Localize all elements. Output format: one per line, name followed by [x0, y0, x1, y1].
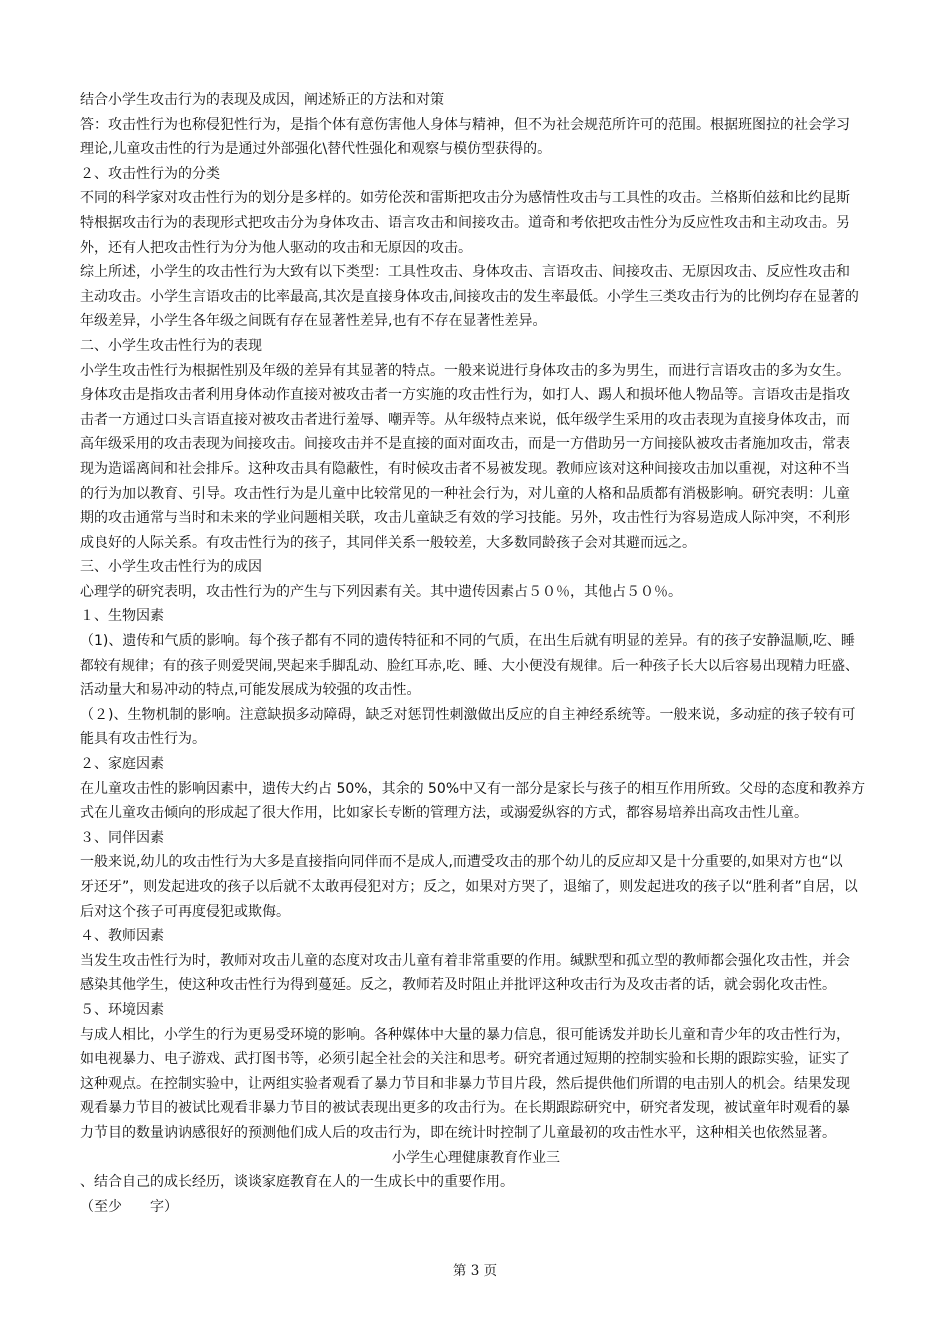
text-line: 理论,儿童攻击性的行为是通过外部强化\替代性强化和观察与模仿型获得的。 [80, 141, 552, 158]
assignment-title: 小学生心理健康教育作业三 [392, 1149, 560, 1166]
text-line: 都较有规律；有的孩子则爱哭闹,哭起来手脚乱动、脸红耳赤,吃、睡、大小便没有规律。后一种孩子长大以后容易出现精力旺盛、 [80, 657, 859, 674]
text-line: 不同的科学家对攻击性行为的划分是多样的。如劳伦茨和雷斯把攻击分为感情性攻击与工具性的攻击。兰格斯伯兹和比约昆斯 [80, 190, 850, 207]
text-line: 答：攻击性行为也称侵犯性行为，是指个体有意伤害他人身体与精神，但不为社会规范所许可的范围。根据班图拉的社会学习 [80, 116, 850, 133]
text-line: 一般来说,幼儿的攻击性行为大多是直接指向同伴而不是成人,而遭受攻击的那个幼儿的反应却又是十分重要的,如果对方也“以 [80, 854, 843, 871]
text-line: 牙还牙”，则发起进攻的孩子以后就不太敢再侵犯对方；反之，如果对方哭了，退缩了，则发起进攻的孩子以“胜利者”自居，以 [80, 879, 858, 895]
text-line: 现为造谣离间和社会排斥。这种攻击具有隐蔽性，有时候攻击者不易被发现。教师应该对这种间接攻击加以重视，对这种不当 [80, 460, 850, 477]
text-line: 这种观点。在控制实验中，让两组实验者观看了暴力节目和非暴力节目片段，然后提供他们所谓的电击别人的机会。结果发现 [80, 1075, 850, 1092]
text-line: 在儿童攻击性的影响因素中，遗传大约占 50%，其余的 50%中又有一部分是家长与孩子的相互作用所致。父母的态度和教养方 [80, 780, 866, 797]
text-line: 感染其他学生，使这种攻击性行为得到蔓延。反之，教师若及时阻止并批评这种攻击行为及攻击者的话，就会弱化攻击性。 [80, 977, 836, 994]
text-line: ２、攻击性行为的分类 [80, 165, 220, 182]
text-line: 心理学的研究表明，攻击性行为的产生与下列因素有关。其中遗传因素占５０％，其他占５０％。 [80, 583, 682, 600]
text-line: 期的攻击通常与当时和未来的学业问题相关联，攻击儿童缺乏有效的学习技能。另外，攻击性行为容易造成人际冲突，不利形 [80, 510, 850, 527]
text-line: 综上所述，小学生的攻击性行为大致有以下类型：工具性攻击、身体攻击、言语攻击、间接攻击、无原因攻击、反应性攻击和 [80, 264, 850, 281]
text-line: （1)、遗传和气质的影响。每个孩子都有不同的遗传特征和不同的气质，在出生后就有明显的差异。有的孩子安静温顺,吃、睡 [80, 633, 855, 650]
text-line: 击者一方通过口头言语直接对被攻击者进行羞辱、嘲弄等。从年级特点来说，低年级学生采用的攻击表现为直接身体攻击，而 [80, 411, 850, 428]
text-line: 外，还有人把攻击性行为分为他人驱动的攻击和无原因的攻击。 [80, 239, 472, 256]
text-line: 三、小学生攻击性行为的成因 [80, 559, 262, 576]
text-line: 活动量大和易冲动的特点,可能发展成为较强的攻击性。 [80, 682, 421, 699]
text-line: 观看暴力节目的被试比观看非暴力节目的被试表现出更多的攻击行为。在长期跟踪研究中，研究者发现，被试童年时观看的暴 [80, 1100, 850, 1117]
text-line: 小学生攻击性行为根据性别及年级的差异有其显著的特点。一般来说进行身体攻击的多为男生，而进行言语攻击的多为女生。 [80, 362, 850, 379]
text-line: １、生物因素 [80, 608, 164, 625]
text-line: 力节目的数量讷讷感很好的预测他们成人后的攻击行为，即在统计时控制了儿童最初的攻击性水平，这种相关也依然显著。 [80, 1124, 836, 1141]
text-line: ５、环境因素 [80, 1001, 164, 1018]
text-line: 结合小学生攻击行为的表现及成因，阐述矫正的方法和对策 [80, 92, 444, 108]
text-line: 高年级采用的攻击表现为间接攻击。间接攻击并不是直接的面对面攻击，而是一方借助另一方间接队被攻击者施加攻击，常表 [80, 436, 850, 453]
page-number: 第 3 页 [452, 1263, 498, 1279]
text-line: 与成人相比，小学生的行为更易受环境的影响。各种媒体中大量的暴力信息，很可能诱发并助长儿童和青少年的攻击性行为， [80, 1026, 850, 1043]
text-line: 主动攻击。小学生言语攻击的比率最高,其次是直接身体攻击,间接攻击的发生率最低。小学生三类攻击行为的比例均存在显著的 [80, 288, 859, 305]
text-line: 如电视暴力、电子游戏、武打图书等，必须引起全社会的关注和思考。研究者通过短期的控制实验和长期的跟踪实验，证实了 [80, 1051, 850, 1068]
text-line: 当发生攻击性行为时，教师对攻击儿童的态度对攻击儿童有着非常重要的作用。缄默型和孤立型的教师都会强化攻击性，并会 [80, 952, 850, 969]
text-line: （２)、生物机制的影响。注意缺损多动障碍，缺乏对惩罚性刺激做出反应的自主神经系统等。一般来说，多动症的孩子较有可 [80, 706, 856, 723]
text-line: 特根据攻击行为的表现形式把攻击分为身体攻击、语言攻击和间接攻击。道奇和考依把攻击性分为反应性攻击和主动攻击。另 [80, 214, 850, 231]
text-line: 后对这个孩子可再度侵犯或欺侮。 [80, 903, 290, 920]
document-body [80, 88, 872, 1219]
text-line: 年级差异，小学生各年级之间既有存在显著性差异,也有不存在显著性差异。 [80, 313, 547, 330]
text-line: ４、教师因素 [80, 928, 164, 945]
text-line: 能具有攻击性行为。 [80, 731, 206, 748]
text-line: ２、家庭因素 [80, 756, 164, 773]
assignment-note: （至少 字） [80, 1198, 178, 1215]
text-line: 式在儿童攻击倾向的形成起了很大作用，比如家长专断的管理方法，或溺爱纵容的方式，都容易培养出高攻击性儿童。 [80, 805, 808, 822]
text-line: 身体攻击是指攻击者利用身体动作直接对被攻击者一方实施的攻击性行为，如打人、踢人和损坏他人物品等。言语攻击是指攻 [80, 387, 850, 404]
assignment-question: 、结合自己的成长经历，谈谈家庭教育在人的一生成长中的重要作用。 [80, 1174, 514, 1191]
text-line: 成良好的人际关系。有攻击性行为的孩子，其同伴关系一般较差，大多数同龄孩子会对其避而远之。 [80, 534, 696, 551]
text-line: 的行为加以教育、引导。攻击性行为是儿童中比较常见的一种社会行为，对儿童的人格和品质都有消极影响。研究表明：儿童 [80, 485, 850, 502]
text-line: ３、同伴因素 [80, 829, 164, 846]
text-line: 二、小学生攻击性行为的表现 [80, 337, 262, 354]
